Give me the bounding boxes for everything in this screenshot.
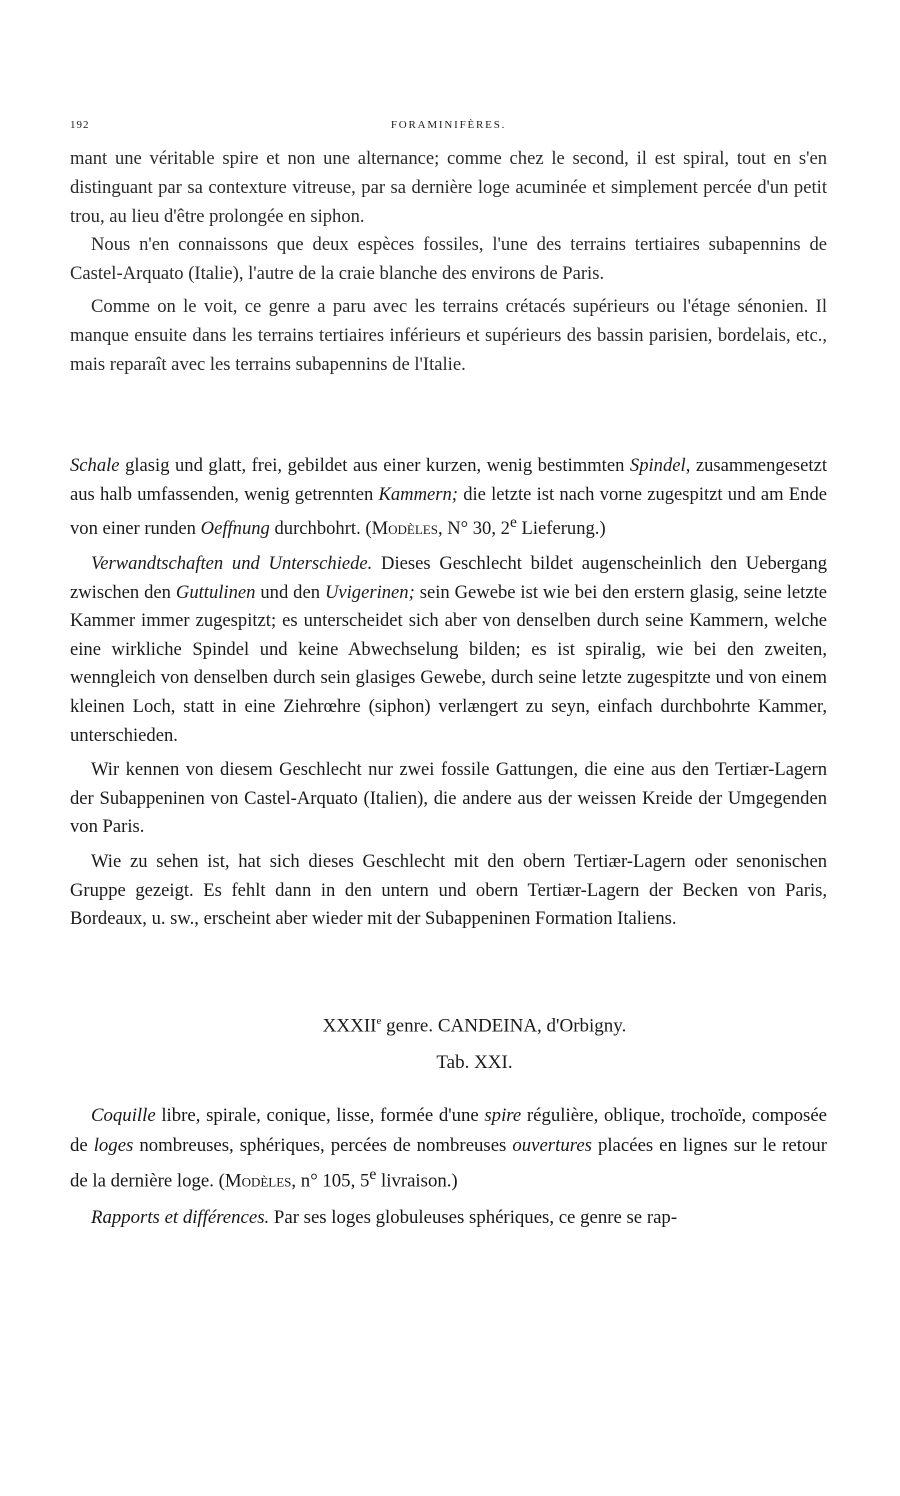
paragraph: mant une véritable spire et non une alternance; comme chez le second, il est spiral, tout en s'en distinguant par sa contexture vitreuse, par sa dernière loge acuminée et simplement percée d'un petit trou, au lieu d'être prolongée en siphon. [70,148,827,227]
running-title: FORAMINIFÈRES. [390,119,507,131]
paragraph: Wie zu sehen ist, hat sich dieses Geschlecht mit den obern Tertiær-Lagern oder senonischen Gruppe gezeigt. Es fehlt dann in den untern und obern Tertiær-Lagern der Becken von Paris, Bordeaux, u. sw., erscheint aber wieder mit der Subappeninen Formation Italiens. [70,850,827,930]
text-run: , zusammengesetzt aus halb umfassenden, wenig getrennten [70,455,827,505]
superscript: e [369,1166,377,1183]
text-run: , n° 105, 5 [291,1170,370,1192]
text-run: Dieses Geschlecht bildet augenscheinlich den Uebergang zwischen den [70,552,828,603]
page-number: 192 [70,119,90,131]
paragraph [70,1203,827,1233]
genus-name: genre. CANDEINA, d'Orbigny. [381,1015,627,1037]
term-spindel: Spindel [629,455,686,476]
term-loges: loges [93,1134,134,1156]
term-kammern: Kammern; [378,483,458,505]
paragraph [70,550,827,750]
text-run: die letzte ist nach vorne zugespitzt und am Ende von einer runden [70,483,827,540]
term-guttulinen: Guttulinen [175,581,256,603]
superscript: e [509,514,517,532]
text-run: Par ses loges globuleuses sphériques, ce genre se rap- [269,1206,678,1228]
genus-heading [96,1015,853,1037]
paragraph [70,1101,827,1196]
text-run: und den [255,581,325,603]
paragraph: Nous n'en connaissons que deux espèces fossiles, l'une des terrains tertiaires subapennins de Castel-Arquato (Italie), l'autre de la craie blanche des environs de Paris. [70,234,827,285]
text-run: sein Gewebe ist wie bei den erstern glasig, seine letzte Kammer immer zugespitzt; es unterscheidet sich aber von denselben durch seine Kammern, welche eine wirkliche Spindel und keine Abwechselung bilden; es ist spiralig, wie bei den zweiten, wenngleich von denselben durch sein glasiges Gewebe, durch seine letzte zugespitzte und von einem kleinen Loch, statt in eine Ziehrœhre (siphon) verlængert zu seyn, einfach durchbohrte Kammer, unterschieden. [70,581,828,746]
german-text-section [70,452,827,934]
paragraph: Comme on le voit, ce genre a paru avec les terrains crétacés supérieurs ou l'étage sénonien. Il manque ensuite dans les terrains tertiaires inférieurs et supérieurs des bassin parisien, bordelais, etc., mais reparaît avec les terrains subapennins de l'Italie. [70,295,827,375]
term-coquille: Coquille [91,1105,156,1126]
page-header [70,119,827,137]
text-run: placées en lignes sur le retour de la dernière loge. ( [70,1134,827,1192]
text-run: glasig und glatt, frei, gebildet aus einer kurzen, wenig bestimmten [119,455,630,476]
modeles-reference: Modèles [224,1170,292,1192]
term-schale: Schale [70,455,120,476]
section-lead: Rapports et différences. [91,1206,270,1228]
term-ouvertures: ouvertures [512,1134,592,1156]
french-text-section [70,1101,827,1232]
modeles-reference: Modèles [371,518,438,540]
genus-number: XXXII [322,1015,377,1037]
text-run: , N° 30, 2 [437,518,510,540]
paragraph: Wir kennen von diesem Geschlecht nur zwei fossile Gattungen, die eine aus den Tertiær-Lagern der Subappeninen von Castel-Arquato (Italien), die andere aus der weissen Kreide der Umgegenden von Paris. [70,759,827,838]
text-run: régulière, oblique, trochoïde, composée de [70,1105,827,1156]
plate-reference: Tab. XXI. [436,1052,513,1073]
section-lead: Verwandtschaften und Unterschiede. [91,552,373,574]
text-run: libre, spirale, conique, lisse, formée d'une [155,1105,485,1126]
term-oeffnung: Oeffnung [200,518,270,540]
text-run: Lieferung.) [516,518,606,540]
text-run: nombreuses, sphériques, percées de nombreuses [133,1134,513,1156]
paragraph [70,452,827,544]
text-run: durchbohrt. ( [269,518,372,540]
french-text-section [70,145,827,379]
text-run: livraison.) [376,1170,458,1192]
term-uvigerinen: Uvigerinen; [324,581,415,603]
term-spire: spire [484,1105,522,1126]
superscript: e [376,1015,382,1027]
